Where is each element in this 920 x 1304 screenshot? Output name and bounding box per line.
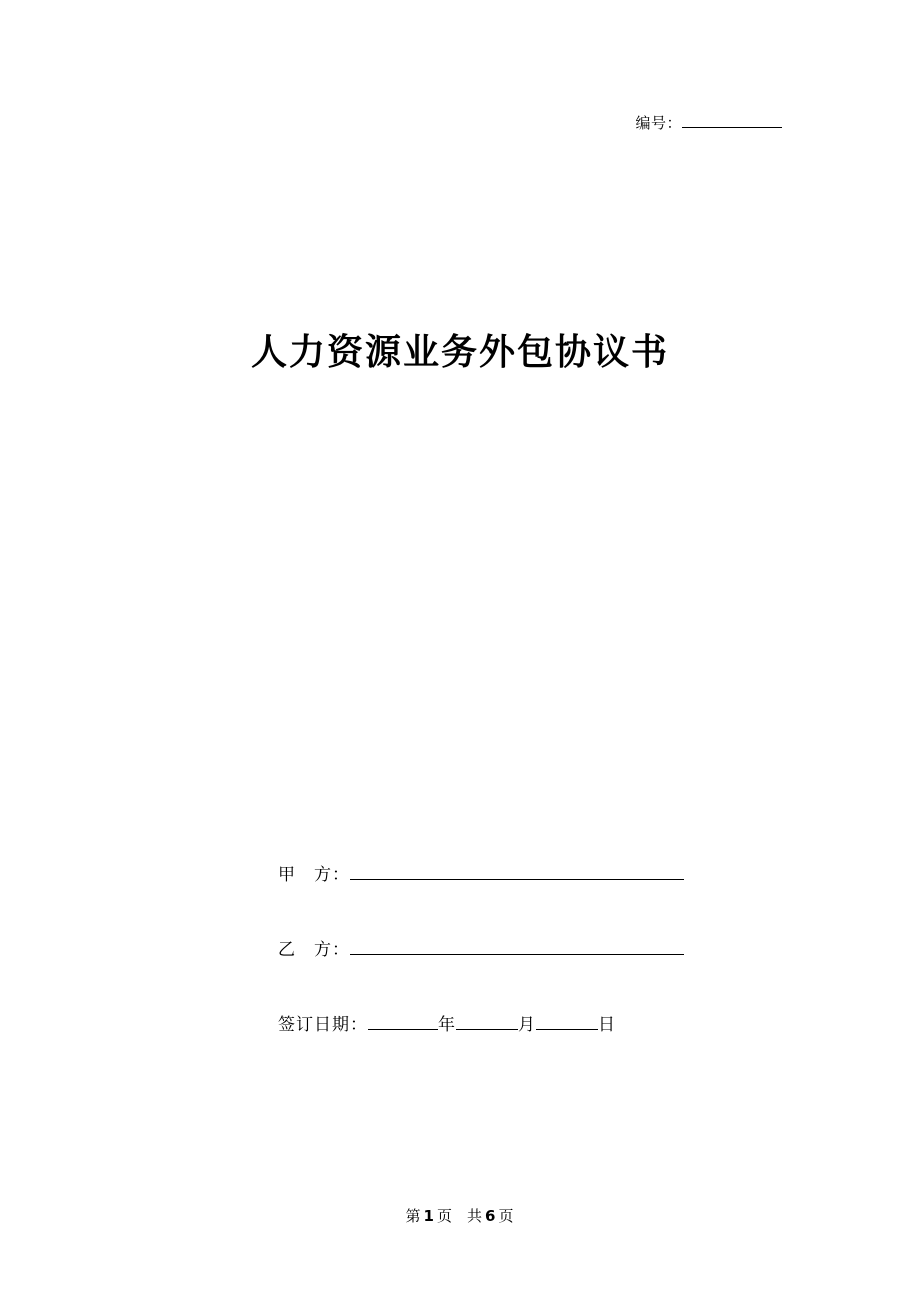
document-number-label: 编号：	[635, 114, 682, 132]
footer-page-unit: 页	[436, 1207, 453, 1225]
signing-date-month-unit: 月	[518, 1015, 536, 1035]
signing-date-label: 签订日期：	[278, 1015, 368, 1035]
signing-date-year-unit: 年	[438, 1015, 456, 1035]
document-number-blank[interactable]	[682, 112, 782, 128]
document-number-field	[635, 112, 782, 133]
signing-date-row	[278, 1012, 798, 1037]
footer-total-prefix: 共	[467, 1207, 484, 1225]
footer-total-unit: 页	[498, 1207, 515, 1225]
footer-current-page: 1	[423, 1207, 435, 1225]
signature-block	[278, 862, 798, 1037]
page-title: 人力资源业务外包协议书	[250, 332, 669, 373]
party-a-row	[278, 862, 798, 887]
party-b-row	[278, 937, 798, 962]
footer-page-prefix: 第	[405, 1207, 422, 1225]
signing-date-day-input[interactable]	[536, 1012, 598, 1030]
footer-total-pages: 6	[485, 1207, 497, 1225]
signing-date-month-input[interactable]	[456, 1012, 518, 1030]
party-a-input[interactable]	[350, 862, 684, 880]
party-a-label: 甲 方：	[278, 865, 350, 885]
page-footer	[0, 1205, 920, 1226]
party-b-input[interactable]	[350, 937, 684, 955]
signing-date-year-input[interactable]	[368, 1012, 438, 1030]
signing-date-day-unit: 日	[598, 1015, 616, 1035]
party-b-label: 乙 方：	[278, 940, 350, 960]
